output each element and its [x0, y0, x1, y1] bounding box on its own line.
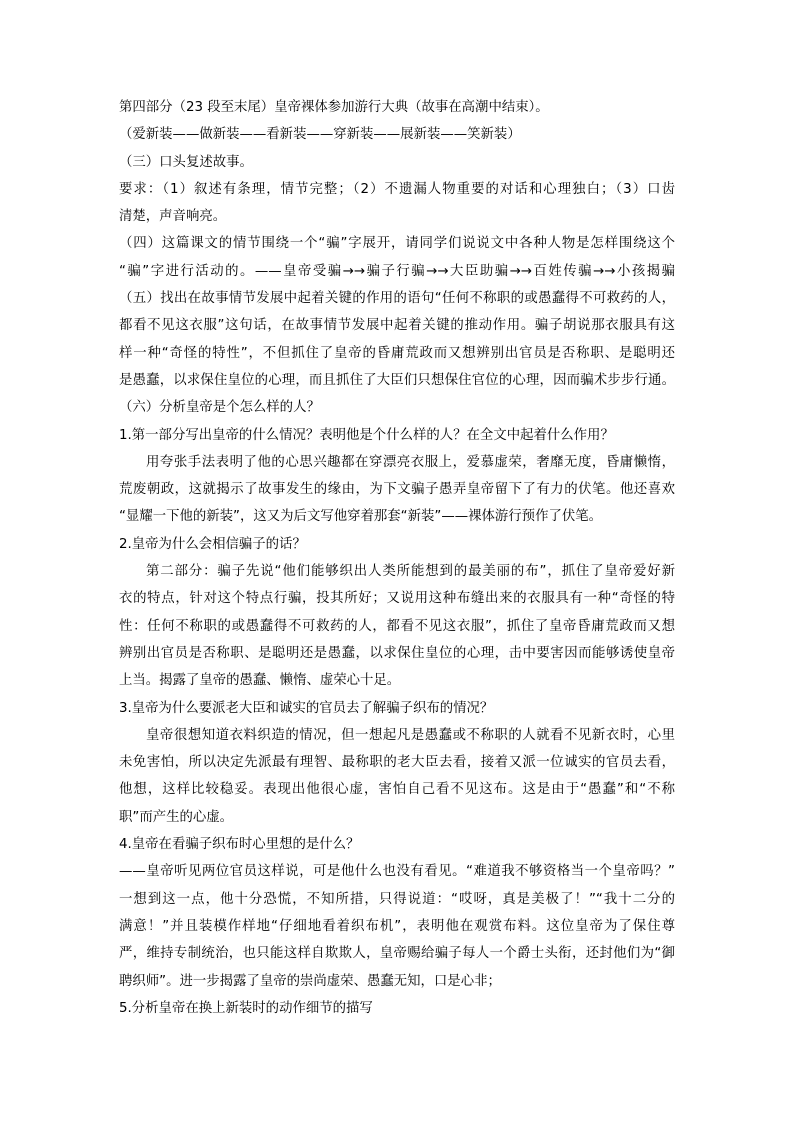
text-line: 职”而产生的心虚。 [119, 809, 234, 825]
text-line: 一想到这一点，他十分恐慌，不知所措，只得说道：“哎呀，真是美极了！”“我十二分的 [119, 891, 675, 907]
text-line: 清楚，声音响亮。 [119, 209, 227, 225]
text-line: ——皇帝听见两位官员这样说，可是他什么也没有看见。“难道我不够资格当一个皇帝吗？” [119, 864, 675, 880]
text-line: 第二部分：骗子先说“他们能够织出人类所能想到的最美丽的布”，抓住了皇帝爱好新 [146, 564, 675, 580]
text-line: （六）分析皇帝是个怎么样的人？ [119, 400, 320, 416]
text-line: 聘织师”。进一步揭露了皇帝的崇尚虚荣、愚蠢无知，口是心非； [119, 973, 501, 989]
text-line: 他想，这样比较稳妥。表现出他很心虚，害怕自己看不见这布。这是由于“愚蠢”和“不称 [119, 782, 675, 798]
text-line: 是愚蠢，以求保住皇位的心理，而且抓住了大臣们只想保住官位的心理，因而骗术步步行通。 [119, 372, 675, 388]
text-line: “骗”字进行活动的。——皇帝受骗→→骗子行骗→→大臣助骗→→百姓传骗→→小孩揭骗 [119, 263, 675, 279]
text-line: 样一种“奇怪的特性”，不但抓住了皇帝的昏庸荒政而又想辨别出官员是否称职、是聪明还 [119, 345, 675, 361]
text-line: 用夸张手法表明了他的心思兴趣都在穿漂亮衣服上，爱慕虚荣，奢靡无度，昏庸懒惰， [146, 454, 675, 470]
text-line: 性：任何不称职的或愚蠢得不可救药的人，都看不见这衣服”，抓住了皇帝昏庸荒政而又想 [119, 618, 675, 634]
text-line: 要求：（1）叙述有条理，情节完整；（2）不遗漏人物重要的对话和心理独白；（3）口齿 [119, 181, 675, 197]
text-line: “显耀一下他的新装”，这又为后文写他穿着那套“新装”——裸体游行预作了伏笔。 [119, 509, 603, 525]
text-line: （爱新装——做新装——看新装——穿新装——展新装——笑新装） [119, 127, 521, 143]
text-line: 满意！”并且装模作样地“仔细地看着织布机”，表明他在观赏布料。这位皇帝为了保住尊 [119, 918, 675, 934]
text-line: 荒废朝政，这就揭示了故事发生的缘由，为下文骗子愚弄皇帝留下了有力的伏笔。他还喜欢 [119, 482, 675, 498]
text-line: 未免害怕，所以决定先派最有理智、最称职的老大臣去看，接着又派一位诚实的官员去看， [119, 755, 675, 771]
text-line: 4.皇帝在看骗子织布时心里想的是什么？ [119, 837, 360, 853]
text-line: 5.分析皇帝在换上新装时的动作细节的描写 [119, 1000, 373, 1016]
text-line: 衣的特点，针对这个特点行骗，投其所好；又说用这种布缝出来的衣服具有一种“奇怪的特 [119, 591, 675, 607]
text-line: （三）口头复述故事。 [119, 154, 253, 170]
text-line: 皇帝很想知道衣料织造的情况，但一想起凡是愚蠢或不称职的人就看不见新衣时，心里 [146, 727, 675, 743]
text-line: 都看不见这衣服”这句话，在故事情节发展中起着关键的推动作用。骗子胡说那衣服具有这 [119, 318, 675, 334]
text-line: 1.第一部分写出皇帝的什么情况？表明他是个什么样的人？在全文中起着什么作用？ [119, 427, 614, 443]
text-line: （四）这篇课文的情节围绕一个“骗”字展开，请同学们说说文中各种人物是怎样围绕这个 [119, 236, 675, 252]
text-line: 辨别出官员是否称职、是聪明还是愚蠢，以求保住皇位的心理，击中要害因而能够诱使皇帝 [119, 645, 675, 661]
text-line: 严，维持专制统治，也只能这样自欺欺人，皇帝赐给骗子每人一个爵士头衔，还封他们为“御 [119, 946, 675, 962]
text-line: 上当。揭露了皇帝的愚蠢、懒惰、虚荣心十足。 [119, 673, 401, 689]
text-line: 3.皇帝为什么要派老大臣和诚实的官员去了解骗子织布的情况？ [119, 700, 494, 716]
text-line: （五）找出在故事情节发展中起着关键的作用的语句“任何不称职的或愚蠢得不可救药的人， [119, 291, 675, 307]
document-body [119, 94, 675, 1022]
text-line: 第四部分（23 段至末尾）皇帝裸体参加游行大典（故事在高潮中结束）。 [119, 100, 549, 115]
text-line: 2.皇帝为什么会相信骗子的话？ [119, 536, 306, 552]
